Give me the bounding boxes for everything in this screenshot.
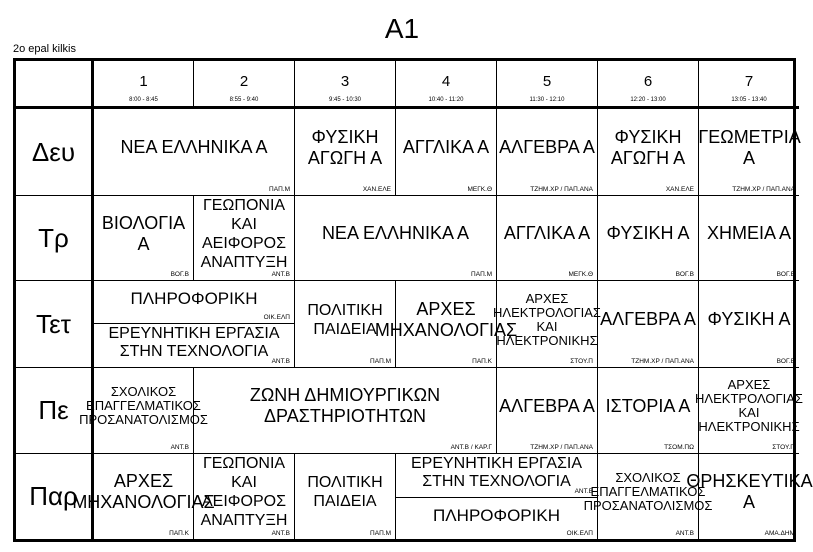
subject-name: ΑΛΓΕΒΡΑ Α bbox=[499, 395, 595, 416]
lesson-cell bbox=[194, 454, 295, 539]
period-number: 5 bbox=[542, 73, 552, 90]
teacher-code: ΒΟΓ.Β bbox=[170, 271, 189, 278]
lesson-cell bbox=[396, 109, 497, 196]
lesson-cell bbox=[699, 196, 799, 281]
day-label-wed: Τετ bbox=[16, 281, 94, 368]
day-label-fri: Παρ bbox=[16, 454, 94, 539]
teacher-code: ΠΑΠ.Μ bbox=[269, 186, 290, 193]
teacher-code: ΜΕΓΚ.Θ bbox=[467, 186, 492, 193]
teacher-code: ΑΜΑ.ΔΗΜ bbox=[764, 530, 795, 537]
period-header bbox=[396, 61, 497, 109]
split-lesson-cell bbox=[94, 281, 295, 368]
teacher-code: ΠΑΠ.Μ bbox=[370, 530, 391, 537]
period-time: 9:45 - 10:30 bbox=[328, 97, 362, 103]
teacher-code: ΤΣΟΜ.ΠΩ bbox=[664, 444, 694, 451]
period-header bbox=[295, 61, 396, 109]
subject-name: ΓΕΩΠΟΝΙΑ ΚΑΙ ΑΕΙΦΟΡΟΣ ΑΝΑΠΤΥΞΗ bbox=[200, 196, 288, 271]
lesson-group-b bbox=[396, 498, 597, 539]
subject-name: ΑΡΧΕΣ ΜΗΧΑΝΟΛΟΓΙΑΣ bbox=[72, 471, 215, 512]
lesson-cell bbox=[295, 454, 396, 539]
day-label-mon: Δευ bbox=[16, 109, 94, 196]
lesson-cell bbox=[72, 454, 215, 539]
subject-name: ΘΡΗΣΚΕΥΤΙΚΑ Α bbox=[686, 471, 813, 512]
split-lesson-cell bbox=[396, 454, 598, 539]
period-number: 1 bbox=[139, 73, 148, 90]
teacher-code: ΟΙΚ.ΕΛΠ bbox=[263, 314, 290, 321]
subject-name: ΑΡΧΕΣ ΗΛΕΚΤΡΟΛΟΓΙΑΣ ΚΑΙ ΗΛΕΚΤΡΟΝΙΚΗΣ bbox=[493, 290, 601, 348]
lesson-group-b bbox=[94, 324, 294, 367]
subject-name: ΙΣΤΟΡΙΑ Α bbox=[605, 395, 691, 416]
lesson-cell bbox=[194, 196, 295, 281]
subject-name: ΦΥΣΙΚΗ ΑΓΩΓΗ Α bbox=[307, 126, 383, 168]
teacher-code: ΤΖΗΜ.ΧΡ / ΠΑΠ.ΑΝΑ bbox=[530, 444, 593, 451]
period-header bbox=[497, 61, 598, 109]
timetable-grid bbox=[13, 58, 813, 542]
lesson-group-a bbox=[94, 281, 294, 324]
subject-name: ΦΥΣΙΚΗ Α bbox=[606, 223, 690, 243]
teacher-code: ΑΝΤ.Β bbox=[271, 530, 290, 537]
subject-name: ΖΩΝΗ ΔΗΜΙΟΥΡΓΙΚΩΝ ΔΡΑΣΤΗΡΙΟΤΗΤΩΝ bbox=[249, 385, 441, 426]
period-number: 2 bbox=[239, 73, 249, 90]
lesson-cell bbox=[497, 196, 598, 281]
teacher-code: ΤΖΗΜ.ΧΡ / ΠΑΠ.ΑΝΑ bbox=[530, 186, 593, 193]
subject-name: ΑΛΓΕΒΡΑ Α bbox=[499, 137, 595, 157]
period-number: 6 bbox=[643, 73, 653, 90]
teacher-code: ΤΖΗΜ.ΧΡ / ΠΑΠ.ΑΝΑ bbox=[732, 186, 795, 193]
teacher-code: ΧΑΝ.ΕΛΕ bbox=[362, 186, 391, 193]
subject-name: ΦΥΣΙΚΗ Α bbox=[707, 309, 791, 329]
period-time: 8:55 - 9:40 bbox=[229, 97, 259, 103]
school-name: 2o epal kilkis bbox=[13, 43, 76, 55]
teacher-code: ΣΤΟΥ.Π bbox=[570, 358, 593, 365]
teacher-code: ΧΑΝ.ΕΛΕ bbox=[665, 186, 694, 193]
corner-cell bbox=[16, 61, 94, 109]
lesson-cell bbox=[598, 281, 699, 368]
period-time: 10:40 - 11:20 bbox=[428, 97, 464, 103]
period-time: 8:00 - 8:45 bbox=[129, 97, 158, 103]
subject-name: ΠΟΛΙΤΙΚΗ ΠΑΙΔΕΙΑ bbox=[307, 301, 383, 338]
lesson-cell bbox=[194, 368, 497, 454]
lesson-cell bbox=[295, 109, 396, 196]
subject-name: ΓΕΩΠΟΝΙΑ ΚΑΙ ΑΕΙΦΟΡΟΣ ΑΝΑΠΤΥΞΗ bbox=[200, 455, 288, 529]
teacher-code: ΠΑΠ.Μ bbox=[370, 358, 391, 365]
subject-name: ΕΡΕΥΝΗΤΙΚΗ ΕΡΓΑΣΙΑ ΣΤΗΝ ΤΕΧΝΟΛΟΓΙΑ bbox=[108, 324, 280, 360]
subject-name: ΕΡΕΥΝΗΤΙΚΗ ΕΡΓΑΣΙΑ ΣΤΗΝ ΤΕΧΝΟΛΟΓΙΑ bbox=[410, 454, 583, 490]
teacher-code: ΠΑΠ.Κ bbox=[472, 358, 492, 365]
class-title: A1 bbox=[384, 13, 420, 44]
period-number: 7 bbox=[744, 73, 754, 90]
lesson-cell bbox=[598, 196, 699, 281]
subject-name: ΣΧΟΛΙΚΟΣ ΕΠΑΓΓΕΛΜΑΤΙΚΟΣ ΠΡΟΣΑΝΑΤΟΛΙΣΜΟΣ bbox=[79, 384, 208, 427]
teacher-code: ΟΙΚ.ΕΛΠ bbox=[566, 530, 593, 537]
lesson-cell bbox=[493, 281, 601, 368]
subject-name: ΓΕΩΜΕΤΡΙΑ Α bbox=[698, 126, 801, 168]
lesson-cell bbox=[699, 109, 799, 196]
lesson-group-a bbox=[396, 454, 597, 498]
teacher-code: ΑΝΤ.Β bbox=[574, 488, 593, 495]
period-time: 13:05 - 13:40 bbox=[731, 97, 767, 103]
period-header bbox=[194, 61, 295, 109]
teacher-code: ΑΝΤ.Β bbox=[675, 530, 694, 537]
teacher-code: ΑΝΤ.Β bbox=[271, 358, 290, 365]
teacher-code: ΠΑΠ.Κ bbox=[169, 530, 189, 537]
period-time: 11:30 - 12:10 bbox=[529, 97, 565, 103]
subject-name: ΝΕΑ ΕΛΛΗΝΙΚΑ Α bbox=[321, 223, 470, 243]
subject-name: ΝΕΑ ΕΛΛΗΝΙΚΑ Α bbox=[120, 137, 268, 157]
subject-name: ΠΛΗΡΟΦΟΡΙΚΗ bbox=[433, 505, 560, 525]
subject-name: ΑΓΓΛΙΚΑ Α bbox=[503, 223, 591, 243]
teacher-code: ΑΝΤ.Β bbox=[170, 444, 189, 451]
subject-name: ΠΟΛΙΤΙΚΗ ΠΑΙΔΕΙΑ bbox=[307, 474, 383, 510]
period-time: 12:20 - 13:00 bbox=[630, 97, 666, 103]
teacher-code: ΣΤΟΥ.Π bbox=[772, 444, 795, 451]
lesson-cell bbox=[295, 196, 497, 281]
lesson-cell bbox=[695, 368, 803, 454]
subject-name: ΠΛΗΡΟΦΟΡΙΚΗ bbox=[130, 289, 258, 308]
teacher-code: ΒΟΓ.Β bbox=[675, 271, 694, 278]
teacher-code: ΤΖΗΜ.ΧΡ / ΠΑΠ.ΑΝΑ bbox=[631, 358, 694, 365]
lesson-cell bbox=[497, 368, 598, 454]
subject-name: ΧΗΜΕΙΑ Α bbox=[706, 223, 792, 243]
subject-name: ΒΙΟΛΟΓΙΑ Α bbox=[101, 212, 186, 254]
subject-name: ΑΛΓΕΒΡΑ Α bbox=[600, 309, 696, 329]
lesson-cell bbox=[699, 281, 799, 368]
teacher-code: ΜΕΓΚ.Θ bbox=[568, 271, 593, 278]
lesson-cell bbox=[598, 368, 699, 454]
teacher-code: ΒΟΓ.Β bbox=[776, 271, 795, 278]
subject-name: ΣΧΟΛΙΚΟΣ ΕΠΑΓΓΕΛΜΑΤΙΚΟΣ ΠΡΟΣΑΝΑΤΟΛΙΣΜΟΣ bbox=[583, 470, 713, 513]
period-header bbox=[598, 61, 699, 109]
lesson-cell bbox=[686, 454, 813, 539]
period-number: 3 bbox=[340, 73, 350, 90]
subject-name: ΑΡΧΕΣ ΗΛΕΚΤΡΟΛΟΓΙΑΣ ΚΑΙ ΗΛΕΚΤΡΟΝΙΚΗΣ bbox=[695, 377, 803, 434]
day-label-thu: Πε bbox=[16, 368, 94, 454]
lesson-cell bbox=[598, 109, 699, 196]
teacher-code: ΒΟΓ.Β bbox=[776, 358, 795, 365]
period-number: 4 bbox=[441, 73, 451, 90]
subject-name: ΑΡΧΕΣ ΜΗΧΑΝΟΛΟΓΙΑΣ bbox=[374, 298, 518, 340]
subject-name: ΑΓΓΛΙΚΑ Α bbox=[402, 137, 490, 157]
teacher-code: ΑΝΤ.Β / ΚΑΡ.Γ bbox=[450, 444, 492, 451]
lesson-cell bbox=[94, 196, 194, 281]
teacher-code: ΑΝΤ.Β bbox=[271, 271, 290, 278]
teacher-code: ΠΑΠ.Μ bbox=[471, 271, 492, 278]
lesson-cell bbox=[583, 454, 713, 539]
period-header bbox=[94, 61, 194, 109]
lesson-cell bbox=[497, 109, 598, 196]
lesson-cell bbox=[79, 368, 208, 454]
period-header bbox=[699, 61, 799, 109]
subject-name: ΦΥΣΙΚΗ ΑΓΩΓΗ Α bbox=[610, 126, 686, 168]
day-label-tue: Τρ bbox=[16, 196, 94, 281]
lesson-cell bbox=[94, 109, 295, 196]
